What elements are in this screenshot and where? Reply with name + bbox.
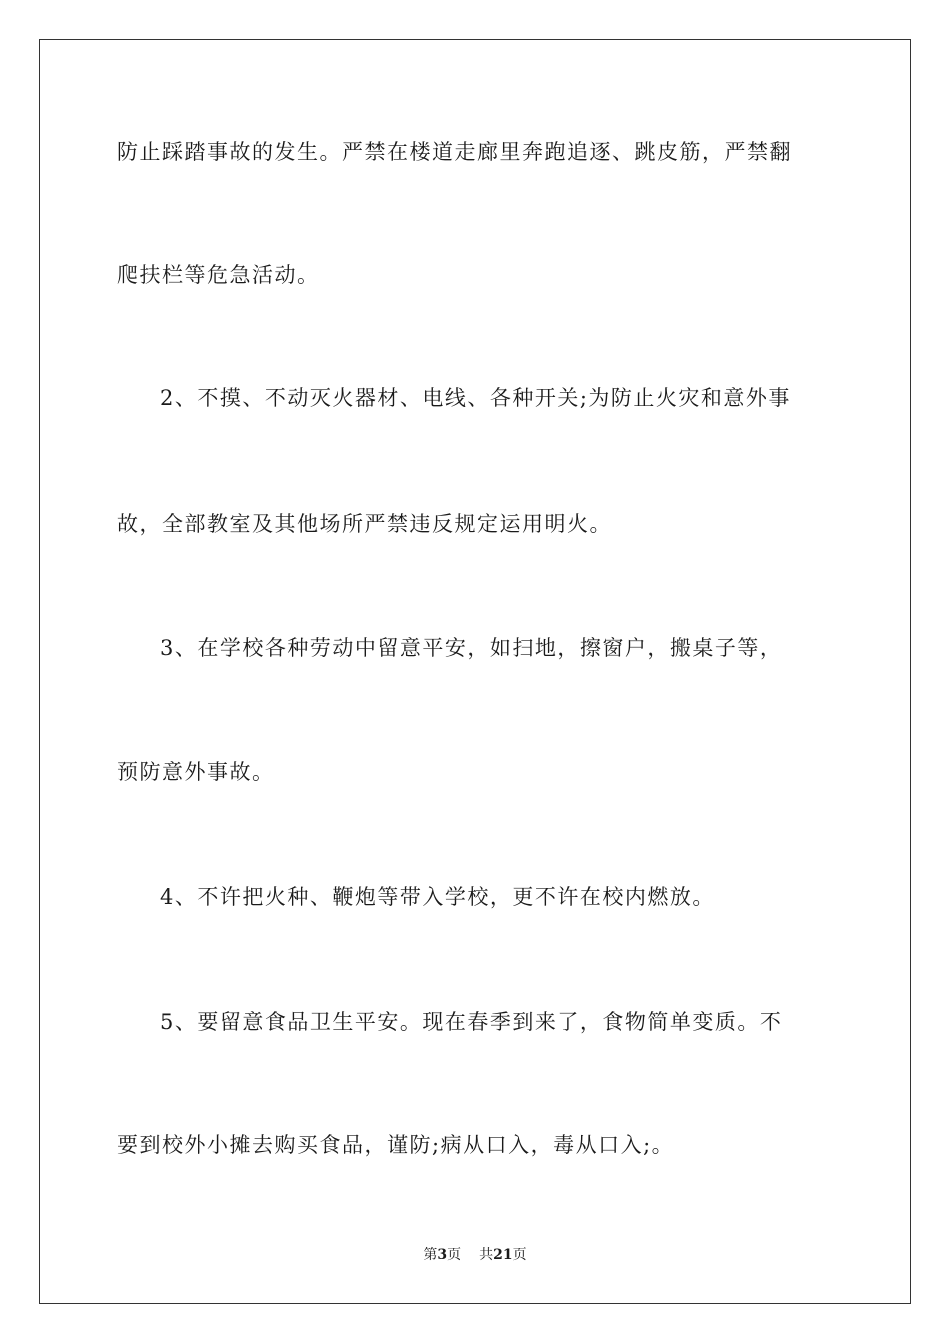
page-prefix: 第	[423, 1247, 438, 1263]
paragraph-line: 4、不许把火种、鞭炮等带入学校，更不许在校内燃放。	[160, 885, 715, 909]
paragraph-line: 防止踩踏事故的发生。严禁在楼道走廊里奔跑追逐、跳皮筋，严禁翻	[117, 140, 792, 164]
paragraph-line: 故，全部教室及其他场所严禁违反规定运用明火。	[117, 512, 612, 536]
page-suffix: 页	[447, 1247, 462, 1263]
total-suffix: 页	[512, 1247, 527, 1263]
paragraph-line: 5、要留意食品卫生平安。现在春季到来了，食物简单变质。不	[160, 1010, 783, 1034]
page-border	[39, 39, 911, 1304]
paragraph-line: 3、在学校各种劳动中留意平安，如扫地，擦窗户，搬桌子等，	[160, 636, 783, 660]
total-prefix: 共	[479, 1247, 494, 1263]
total-pages: 21	[493, 1247, 513, 1263]
page-number: 3	[437, 1247, 448, 1263]
paragraph-line: 2、不摸、不动灭火器材、电线、各种开关;为防止火灾和意外事	[160, 386, 791, 410]
paragraph-line: 爬扶栏等危急活动。	[117, 263, 320, 287]
page-footer	[0, 1245, 950, 1265]
paragraph-line: 要到校外小摊去购买食品，谨防;病从口入，毒从口入;。	[117, 1133, 675, 1157]
paragraph-line: 预防意外事故。	[117, 760, 275, 784]
